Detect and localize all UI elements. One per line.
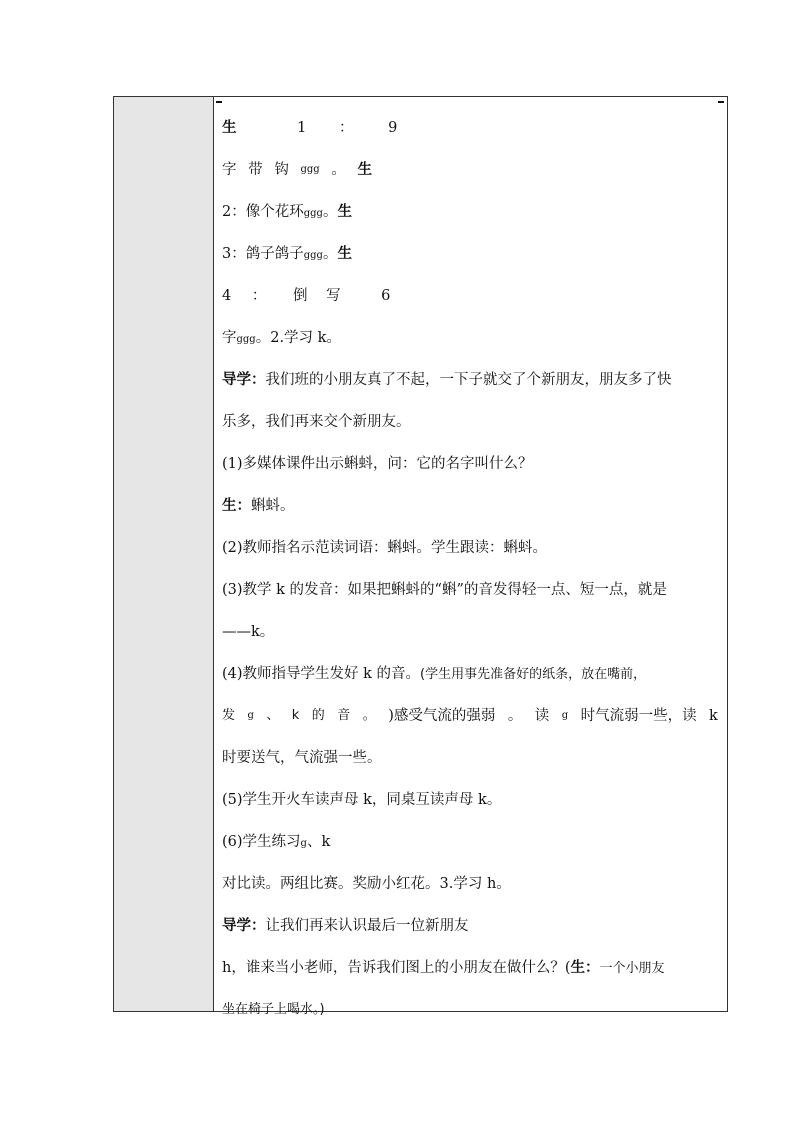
text-line-12: (3)教学 k 的发音：如果把蝌蚪的“蝌”的音发得轻一点、短一点，就是 — [222, 582, 667, 598]
text-line-4: 3：鸽子鸽子ggg。生 — [222, 246, 352, 262]
text-line-22: 坐在椅子上喝水。) — [222, 1002, 325, 1017]
text-line-16: 时要送气，气流强一些。 — [222, 750, 382, 766]
text-line-7: 导学：我们班的小朋友真了不起，一下子就交了个新朋友，朋友多了快 — [222, 372, 672, 388]
lesson-table — [113, 96, 728, 1017]
corner-mark-right — [718, 101, 724, 103]
text-line-19: 对比读。两组比赛。奖励小红花。3.学习 h。 — [222, 876, 511, 892]
text-line-8: 乐多，我们再来交个新朋友。 — [222, 414, 411, 430]
corner-mark-left — [216, 101, 222, 103]
text-line-14: (4)教师指导学生发好 k 的音。(学生用事先准备好的纸条，放在嘴前， — [222, 666, 647, 682]
content-cell — [214, 97, 727, 1017]
text-line-13: ——k。 — [222, 624, 275, 640]
label-cell — [114, 97, 214, 1011]
text-line-18: (6)学生练习g、k — [222, 834, 331, 850]
text-line-5: 4 ： 倒 写 6 — [222, 288, 391, 304]
lesson-text — [222, 107, 718, 1031]
text-line-11: (2)教师指名示范读词语：蝌蚪。学生跟读：蝌蚪。 — [222, 540, 548, 556]
text-line-3: 2：像个花环ggg。生 — [222, 204, 352, 220]
text-line-1: 生 1 ： 9 — [222, 120, 398, 136]
text-line-21: h，谁来当小老师，告诉我们图上的小朋友在做什么？(生：一个小朋友 — [222, 960, 665, 976]
text-line-15: 发 g 、 k 的 音 。 )感受气流的强弱 。 读 g 时气流弱一些，读 k — [222, 708, 718, 724]
text-line-9: (1)多媒体课件出示蝌蚪，问：它的名字叫什么？ — [222, 456, 533, 472]
text-line-17: (5)学生开火车读声母 k，同桌互读声母 k。 — [222, 792, 502, 808]
text-line-20: 导学：让我们再来认识最后一位新朋友 — [222, 918, 469, 934]
text-line-6: 字ggg。2.学习 k。 — [222, 330, 341, 346]
text-line-2: 字 带 钩 ggg 。 生 — [222, 162, 372, 178]
text-line-10: 生：蝌蚪。 — [222, 498, 295, 514]
